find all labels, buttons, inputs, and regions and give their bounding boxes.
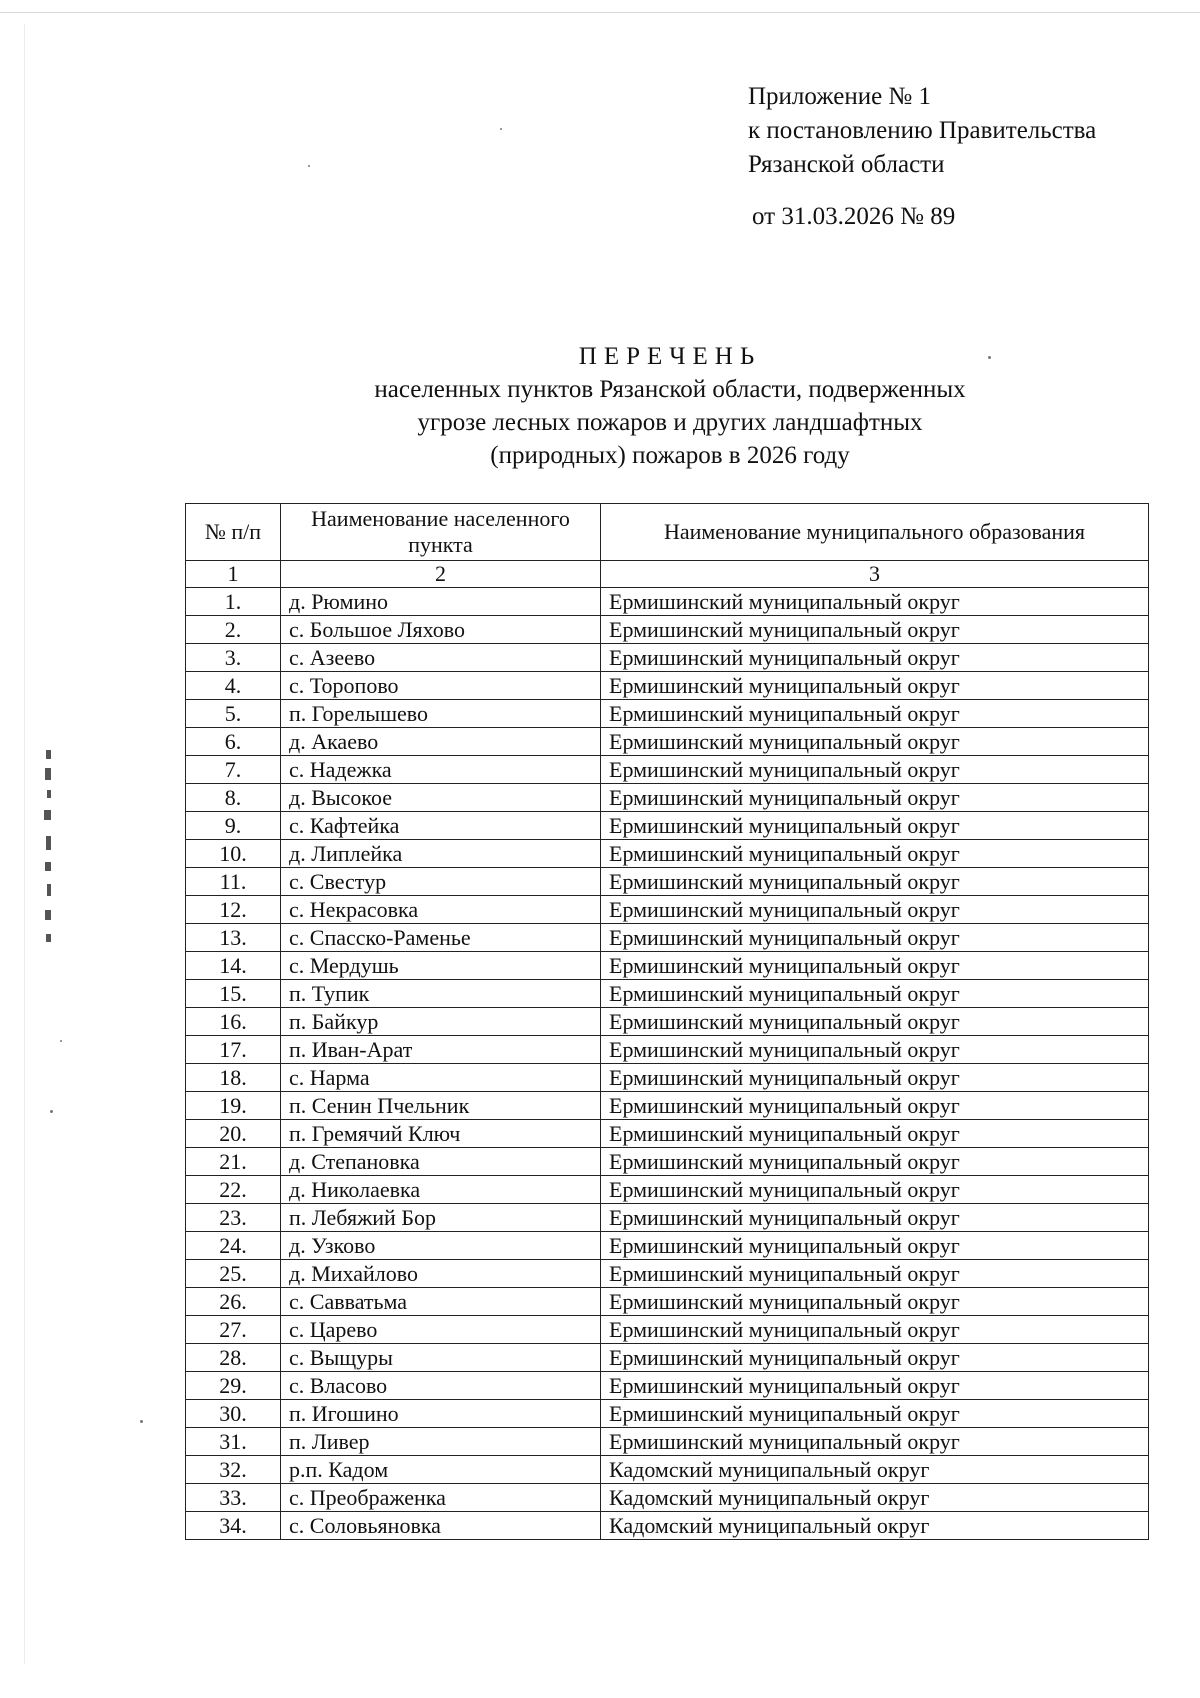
settlement-name: п. Гремячий Ключ [281,1120,601,1148]
table-row [186,784,1149,812]
settlement-name: с. Большое Ляхово [281,616,601,644]
municipality-name: Ермишинский муниципальный округ [601,1204,1149,1232]
row-num: 29. [186,1372,281,1400]
row-num: 9. [186,812,281,840]
row-num: 4. [186,672,281,700]
settlement-name: д. Михайлово [281,1260,601,1288]
row-num: 3. [186,644,281,672]
settlement-name: п. Сенин Пчельник [281,1092,601,1120]
municipality-name: Ермишинский муниципальный округ [601,868,1149,896]
row-num: 5. [186,700,281,728]
scan-speck [60,1040,62,1042]
municipality-name: Ермишинский муниципальный округ [601,1428,1149,1456]
row-num: 18. [186,1064,281,1092]
municipality-name: Ермишинский муниципальный округ [601,1372,1149,1400]
municipality-name: Ермишинский муниципальный округ [601,1288,1149,1316]
table-row [186,1232,1149,1260]
page-edge-left [24,24,25,1664]
table-row [186,1064,1149,1092]
table-row [186,1428,1149,1456]
table-row [186,644,1149,672]
municipality-name: Ермишинский муниципальный округ [601,980,1149,1008]
table-row [186,1204,1149,1232]
table-row [186,952,1149,980]
settlement-name: с. Власово [281,1372,601,1400]
title-line-2: угрозе лесных пожаров и других ландшафтных [417,409,923,436]
settlement-name: п. Игошино [281,1400,601,1428]
settlement-name: с. Кафтейка [281,812,601,840]
municipality-name: Ермишинский муниципальный округ [601,616,1149,644]
table-body [186,561,1149,1540]
header-name: Наименование населенного пункта [281,504,601,561]
settlement-name: с. Преображенка [281,1484,601,1512]
municipality-name: Ермишинский муниципальный округ [601,756,1149,784]
row-num: 26. [186,1288,281,1316]
settlement-name: с. Надежка [281,756,601,784]
settlement-name: п. Тупик [281,980,601,1008]
row-num: 14. [186,952,281,980]
municipality-name: Ермишинский муниципальный округ [601,728,1149,756]
row-num: 24. [186,1232,281,1260]
settlement-name: с. Выщуры [281,1344,601,1372]
row-num: 15. [186,980,281,1008]
row-num: 1. [186,588,281,616]
settlement-name: с. Нарма [281,1064,601,1092]
title-line-3: (природных) пожаров в 2026 году [490,442,850,469]
municipality-name: Ермишинский муниципальный округ [601,588,1149,616]
row-num: 8. [186,784,281,812]
header-num: № п/п [186,504,281,561]
municipality-name: Ермишинский муниципальный округ [601,1148,1149,1176]
municipality-name: Ермишинский муниципальный округ [601,700,1149,728]
municipality-name: Ермишинский муниципальный округ [601,840,1149,868]
municipality-name: Ермишинский муниципальный округ [601,896,1149,924]
settlement-name: д. Высокое [281,784,601,812]
table-row [186,924,1149,952]
table-row [186,1372,1149,1400]
annex-line-2: к постановлению Правительства [748,117,1097,144]
row-num: 19. [186,1092,281,1120]
annex-line-1: Приложение № 1 [748,83,932,110]
settlement-name: п. Байкур [281,1008,601,1036]
municipality-name: Ермишинский муниципальный округ [601,1232,1149,1260]
table-row [186,1288,1149,1316]
municipality-name: Кадомский муниципальный округ [601,1512,1149,1540]
annex-date: от 31.03.2026 № 89 [752,203,956,230]
column-number: 2 [281,561,601,588]
table-row [186,1400,1149,1428]
settlement-name: с. Соловьяновка [281,1512,601,1540]
municipality-name: Ермишинский муниципальный округ [601,784,1149,812]
municipality-name: Ермишинский муниципальный округ [601,1036,1149,1064]
table-row [186,1120,1149,1148]
row-num: 11. [186,868,281,896]
row-num: 16. [186,1008,281,1036]
title-line-1: населенных пунктов Рязанской области, подверженных [374,376,966,403]
table-row [186,756,1149,784]
row-num: 28. [186,1344,281,1372]
table-row [186,1148,1149,1176]
table-row [186,1008,1149,1036]
row-num: 21. [186,1148,281,1176]
municipality-name: Ермишинский муниципальный округ [601,1260,1149,1288]
table-row [186,1176,1149,1204]
annex-block [748,80,1096,182]
scan-speck [140,1420,143,1423]
row-num: 17. [186,1036,281,1064]
row-num: 13. [186,924,281,952]
municipality-name: Ермишинский муниципальный округ [601,924,1149,952]
settlement-name: д. Николаевка [281,1176,601,1204]
municipality-name: Ермишинский муниципальный округ [601,812,1149,840]
settlement-name: с. Азеево [281,644,601,672]
row-num: 31. [186,1428,281,1456]
column-number: 1 [186,561,281,588]
row-num: 12. [186,896,281,924]
table-row [186,1092,1149,1120]
row-num: 25. [186,1260,281,1288]
row-num: 34. [186,1512,281,1540]
municipality-name: Ермишинский муниципальный округ [601,952,1149,980]
column-numbers-row [186,561,1149,588]
row-num: 23. [186,1204,281,1232]
municipality-name: Ермишинский муниципальный округ [601,1092,1149,1120]
scan-speck [500,128,502,130]
table-row [186,672,1149,700]
settlement-name: с. Свестур [281,868,601,896]
settlement-name: п. Ливер [281,1428,601,1456]
settlement-name: р.п. Кадом [281,1456,601,1484]
table-row [186,1316,1149,1344]
row-num: 6. [186,728,281,756]
annex-line-3: Рязанской области [748,151,945,178]
row-num: 30. [186,1400,281,1428]
municipality-name: Ермишинский муниципальный округ [601,672,1149,700]
column-number: 3 [601,561,1149,588]
municipality-name: Кадомский муниципальный округ [601,1456,1149,1484]
settlement-name: д. Степановка [281,1148,601,1176]
scan-artifact [44,750,56,950]
settlement-name: с. Савватьма [281,1288,601,1316]
settlement-name: д. Липлейка [281,840,601,868]
row-num: 20. [186,1120,281,1148]
settlements-table [185,503,1149,1540]
settlement-name: с. Мердушь [281,952,601,980]
row-num: 2. [186,616,281,644]
row-num: 33. [186,1484,281,1512]
document-title [190,340,1150,472]
table-header-row [186,504,1149,561]
row-num: 10. [186,840,281,868]
municipality-name: Ермишинский муниципальный округ [601,1176,1149,1204]
municipality-name: Ермишинский муниципальный округ [601,1400,1149,1428]
settlement-name: п. Иван-Арат [281,1036,601,1064]
settlement-name: с. Спасско-Раменье [281,924,601,952]
settlement-name: с. Царево [281,1316,601,1344]
scan-speck [308,165,310,167]
header-municipality: Наименование муниципального образования [601,504,1149,561]
row-num: 32. [186,1456,281,1484]
table-row [186,588,1149,616]
settlement-name: д. Рюмино [281,588,601,616]
settlement-name: с. Некрасовка [281,896,601,924]
settlement-name: п. Горелышево [281,700,601,728]
municipality-name: Ермишинский муниципальный округ [601,1120,1149,1148]
table-row [186,616,1149,644]
municipality-name: Ермишинский муниципальный округ [601,1344,1149,1372]
table-row [186,728,1149,756]
municipality-name: Ермишинский муниципальный округ [601,1064,1149,1092]
settlement-name: с. Торопово [281,672,601,700]
settlement-name: д. Акаево [281,728,601,756]
page-edge-top [0,12,1200,13]
row-num: 22. [186,1176,281,1204]
table-row [186,700,1149,728]
scan-speck [988,356,991,359]
municipality-name: Ермишинский муниципальный округ [601,1316,1149,1344]
table-row [186,812,1149,840]
scan-speck [50,1110,53,1113]
table-row [186,840,1149,868]
municipality-name: Ермишинский муниципальный округ [601,644,1149,672]
table-row [186,896,1149,924]
table-row [186,868,1149,896]
municipality-name: Ермишинский муниципальный округ [601,1008,1149,1036]
table-row [186,1260,1149,1288]
row-num: 27. [186,1316,281,1344]
settlement-name: п. Лебяжий Бор [281,1204,601,1232]
table-row [186,1484,1149,1512]
table-row [186,980,1149,1008]
table-row [186,1456,1149,1484]
title-heading: ПЕРЕЧЕНЬ [578,343,762,370]
settlement-name: д. Узково [281,1232,601,1260]
row-num: 7. [186,756,281,784]
table-row [186,1512,1149,1540]
table-row [186,1344,1149,1372]
table-row [186,1036,1149,1064]
municipality-name: Кадомский муниципальный округ [601,1484,1149,1512]
